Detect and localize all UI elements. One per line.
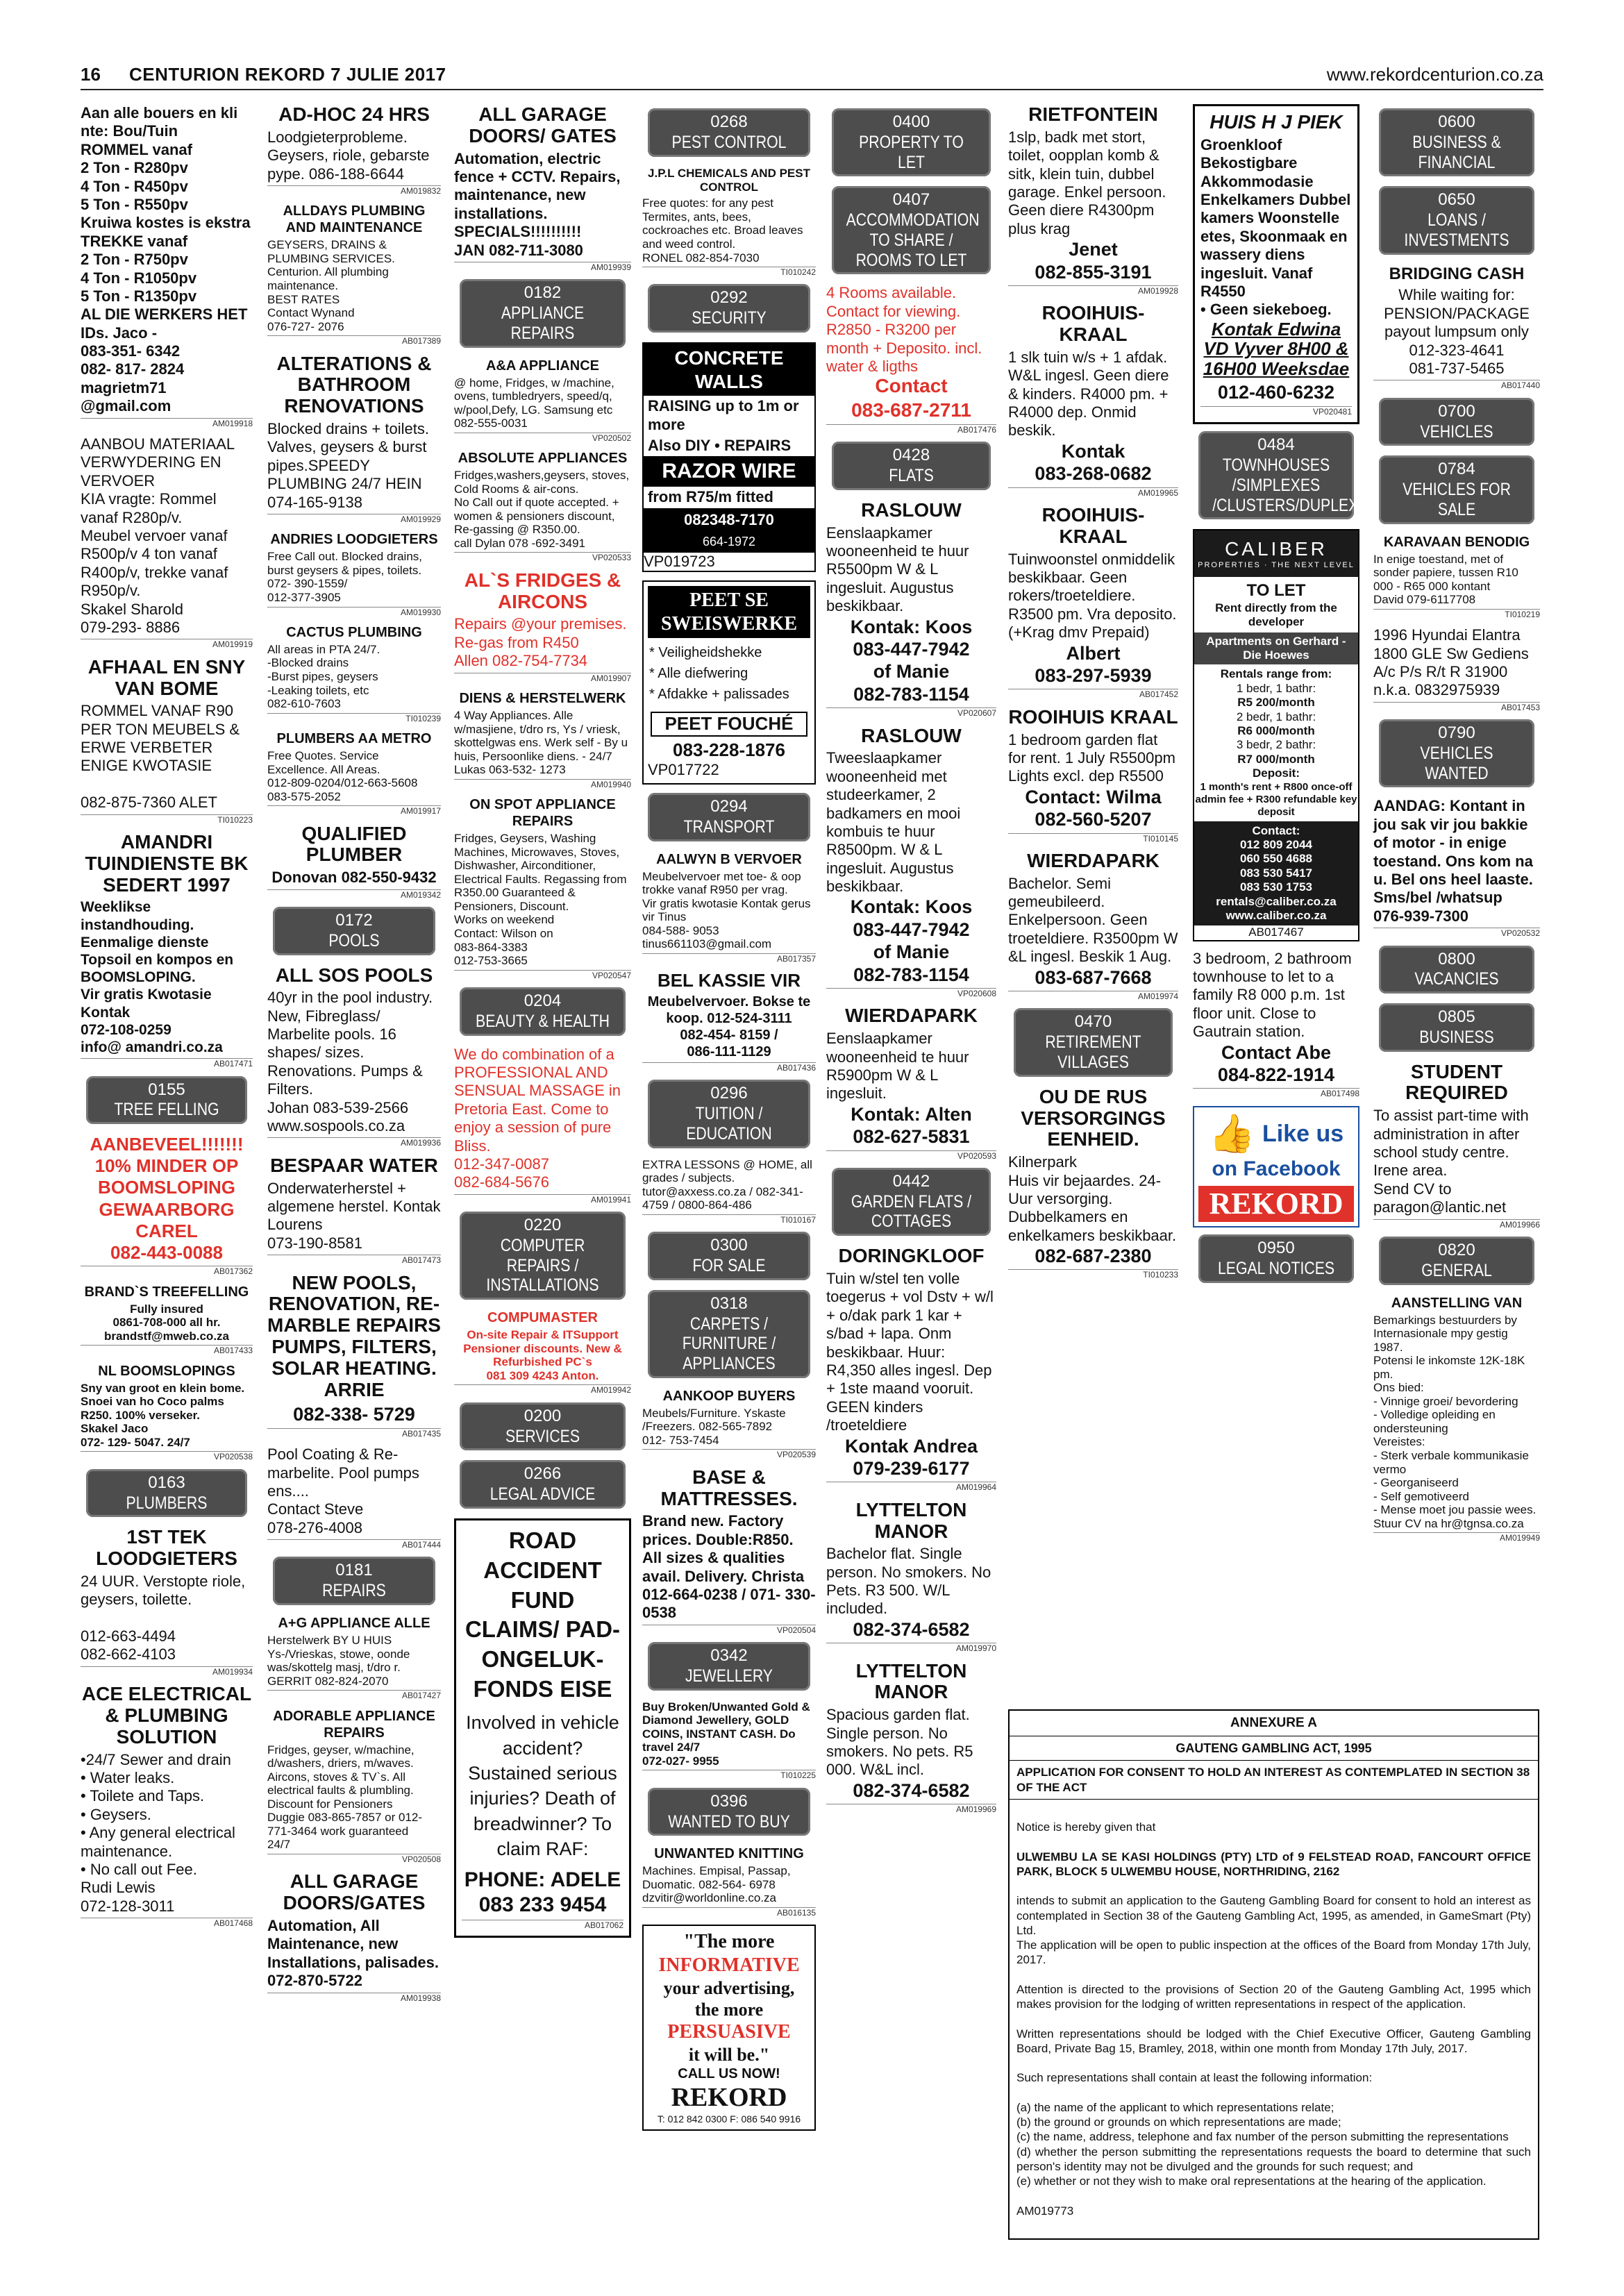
category-header[interactable]: 0300 FOR SALE [648,1232,810,1280]
classified-ad: WIERDAPARK Bachelor. Semi gemeubileerd. Enkelpersoon. Geen troeteldiere. R3500pm W &L ingesl. Beskik 1 Aug. 083-687-7668 AM019974 [1008,849,1178,1002]
notice-act-title: GAUTENG GAMBLING ACT, 1995 [1010,1736,1538,1761]
publication-title: CENTURION REKORD 7 JULIE 2017 [129,64,446,85]
classified-ad: 4 Rooms available. Contact for viewing. R2850 - R3200 per month + Deposito. incl. water & ligths Contact 083-687-2711 AB017476 [826,284,996,435]
caliber-logo: CALIBER PROPERTIES · THE NEXT LEVEL [1194,530,1358,577]
classified-ad: EXTRA LESSONS @ HOME, all grades / subjects. tutor@axxess.co.za / 082-341-4759 / 0800-864-486 TI010167 [642,1157,816,1225]
category-header[interactable]: 0268 PEST CONTROL [648,108,810,157]
concrete-walls-ad: CONCRETE WALLS RAISING up to 1m or more Also DIY • REPAIRS RAZOR WIRE from R75/m fitted 082348-7170 664-1972 VP019723 [642,342,816,572]
category-header[interactable]: 0182 APPLIANCE REPAIRS [460,279,626,347]
category-header[interactable]: 0800 VACANCIES [1379,946,1534,994]
notice-annexure-title: ANNEXURE A [1010,1711,1538,1736]
category-header[interactable]: 0650 LOANS / INVESTMENTS [1379,186,1534,254]
classified-ad: AD-HOC 24 HRS Loodgieterprobleme. Geysers, riole, gebarste pype. 086-188-6644 AM019832 [267,103,441,196]
category-header[interactable]: 0950 LEGAL NOTICES [1198,1234,1354,1283]
classified-ad: ROOIHUIS-KRAAL Tuinwoonstel onmiddelik beskikbaar. Geen rokers/troeteldiere. R3500 pm. Vra deposito. (+Krag dmv Prepaid) Albert 083-297-5939 AB017452 [1008,504,1178,700]
thumbs-up-icon: 👍 [1208,1112,1256,1155]
category-header[interactable]: 0292 SECURITY [648,284,810,333]
classified-ad: AALWYN B VERVOER Meubelvervoer met toe- & oop trokke vanaf R950 per vrag. Vir gratis kwotasie Kontak gerus vir Tinus 084-588- 9053 tinus661103@gmail.com AB017357 [642,851,816,964]
category-header[interactable]: 0700 VEHICLES [1379,398,1534,446]
classified-ad: AANSTELLING VAN Bemarkings bestuurders by Internasionale mpy gestig 1987. Potensi le inkomste 12K-18K pm. Ons bied: - Vinnige groei/ bevordering - Volledige opleiding en ondersteuning Vereistes: - Sterk verbale kommunikasie vermo - Georganiseerd - Self gemotiveerd - Mense moet jou passie wees. Stuur CV na hr@tgnsa.co.za AM019949 [1373,1295,1540,1543]
classified-ad: AANDAG: Kontant in jou sak vir jou bakkie of motor - in enige toestand. Ons kom na u. Bel ons heel laaste. Sms/bel /whatsup 076-939-7300 VP020532 [1373,797,1540,939]
classified-ad: STUDENT REQUIRED To assist part-time with administration in after school study centre. Irene area. Send CV to paragon@lantic.net AM019966 [1373,1060,1540,1230]
category-header[interactable]: 0220 COMPUTER REPAIRS / INSTALLATIONS [460,1212,626,1300]
classified-ad: ADORABLE APPLIANCE REPAIRS Fridges, geyser, w/machine, d/washers, driers, m/waves. Aircons, stoves & TV`s. All electrical faults & plumbling. Discount for Pensioners Duggie 083-865-7857 or 012-771-3464 work guaranteed 24/7 VP020508 [267,1708,441,1864]
category-header[interactable]: 0805 BUSINESS [1379,1003,1534,1052]
classified-ad: LYTTELTON MANOR Spacious garden flat. Single person. No smokers. No pets. R5 000. W&L incl. 082-374-6582 AM019969 [826,1659,996,1815]
rekord-promo-ad: "The more INFORMATIVE your advertising, the more PERSUASIVE it will be." CALL US NOW! REKORD T: 012 842 0300 F: 086 540 9916 [642,1925,816,2131]
column-5 [826,104,996,1822]
column-3 [454,104,631,1945]
classified-ad: UNWANTED KNITTING Machines. Empisal, Passap, Duomatic. 082-564- 6978 dzvitir@worldonline.co.za AB016135 [642,1846,816,1918]
page-number: 16 [81,64,101,85]
classified-ad: AFHAAL EN SNY VAN BOME ROMMEL VANAF R90 PER TON MEUBELS & ERWE VERBETER ENIGE KWOTASIE 082-875-7360 ALET TI010223 [81,655,253,825]
classified-ad: WIERDAPARK Eenslaapkamer wooneenheid te huur R5900pm W & L ingesluit. Kontak: Alten 082-627-5831 VP020593 [826,1005,996,1161]
classified-ad: ROOIHUIS KRAAL 1 bedroom garden flat for rent. 1 July R5500pm Lights excl. dep R5500 Contact: Wilma 082-560-5207 TI010145 [1008,705,1178,844]
classified-ad: We do combination of a PROFESSIONAL AND SENSUAL MASSAGE in Pretoria East. Come to enjoy a session of pure Bliss. 012-347-0087 082-684-5676 AM019941 [454,1045,631,1205]
classified-ad: Buy Broken/Unwanted Gold & Diamond Jewellery, GOLD COINS, INSTANT CASH. Do travel 24/7 072-027- 9955 TI010225 [642,1700,816,1781]
classified-ad: RASLOUW Eenslaapkamer wooneenheid te huur R5500pm W & L ingesluit. Augustus beskikbaar. Kontak: Koos 083-447-7942 of Manie 082-783-1154 VP020607 [826,498,996,719]
category-header[interactable]: 0163 PLUMBERS [86,1469,247,1518]
caliber-properties-ad: CALIBER PROPERTIES · THE NEXT LEVEL TO LET Rent directly from the developer Apartments on Gerhard - Die Hoewes Rentals range from: 1 bedr, 1 bathr: R5 200/month 2 bedr, 1 bathr: R6 000/month 3 bedr, 2 bathr: R7 000/month Deposit: 1 month's rent + R800 once-off admin fee + R300 refundable key deposit Contact: 012 809 2044 060 550 4688 083 530 5417 083 530 1753 rentals@caliber.co.za www.caliber.co.za AB017467 [1193,529,1359,941]
website-url[interactable]: www.rekordcenturion.co.za [1326,64,1543,85]
classified-ad: ALL GARAGE DOORS/GATES Automation, All Maintenance, new Installations, palisades. 072-870-5722 AM019938 [267,1870,441,2003]
classified-ad: 3 bedroom, 2 bathroom townhouse to let to a family R8 000 p.m. 1st floor unit. Close to Gautrain station. Contact Abe 084-822-1914 AB017498 [1193,949,1359,1099]
classified-ad: ON SPOT APPLIANCE REPAIRS Fridges, Geysers, Washing Machines, Microwaves, Stoves, Dishwasher, Airconditioner, Electrical Faults. Regassing from R350.00 Guaranteed & Pensioners, Discount. Works on weekend Contact: Wilson on 083-864-3383 012-753-3665 VP020547 [454,797,631,980]
classified-ad: HUIS H J PIEK Groenkloof Bekostigbare Akkommodasie Enkelkamers Dubbel kamers Woonstelle etes, Skoonmaak en wassery diens ingesluit. Vanaf R4550 • Geen siekeboeg. Kontak Edwina VD Vyver 8H00 & 16H00 Weeksdae 012-460-6232 VP020481 [1193,104,1359,424]
category-header[interactable]: 0342 JEWELLERY [648,1642,810,1691]
classified-ad: AL`S FRIDGES & AIRCONS Repairs @your premises. Re-gas from R450 Allen 082-754-7734 AM019907 [454,569,631,683]
classified-ad: ACE ELECTRICAL & PLUMBING SOLUTION •24/7 Sewer and drain • Water leaks. • Toilete and Taps. • Geysers. • Any general electrical maintenance. • No call out Fee. Rudi Lewis 072-128-3011 AB017468 [81,1683,253,1929]
gambling-act-notice [1008,1709,1539,2240]
category-header[interactable]: 0790 VEHICLES WANTED [1379,719,1534,787]
category-header[interactable]: 0784 VEHICLES FOR SALE [1379,455,1534,523]
category-header[interactable]: 0600 BUSINESS & FINANCIAL [1379,108,1534,176]
classified-ad: AANBOU MATERIAAL VERWYDERING EN VERVOER KIA vragte: Rommel vanaf R280p/v. Meubel vervoer vanaf R500p/v 4 ton vanaf R400p/v, trekke vanaf R950p/v. Skakel Sharold 079-293- 8886 AM019919 [81,435,253,650]
classified-ad: ABSOLUTE APPLIANCES Fridges,washers,geysers, stoves, Cold Rooms & air-cons. No Call out if quote accepted. + women & pensioners discount, Re-gassing @ R350.00. call Dylan 078 -692-3491 VP020533 [454,451,631,563]
classified-ad: NL BOOMSLOPINGS Sny van groot en klein bome. Snoei van ho Coco palms R250. 100% verseker. Skakel Jaco 072- 129- 5047. 24/7 VP020538 [81,1363,253,1462]
category-header[interactable]: 0266 LEGAL ADVICE [460,1460,626,1509]
classified-ad: ALTERATIONS & BATHROOM RENOVATIONS Blocked drains + toilets. Valves, geysers & burst pipes.SPEEDY PLUMBING 24/7 HEIN 074-165-9138 AM019929 [267,352,441,524]
notice-heading: APPLICATION FOR CONSENT TO HOLD AN INTEREST AS CONTEMPLATED IN SECTION 38 OF THE ACT [1010,1761,1538,1800]
classified-ad: LYTTELTON MANOR Bachelor flat. Single person. No smokers. No Pets. R3 500. W/L included. 082-374-6582 AM019970 [826,1498,996,1654]
category-header[interactable]: 0172 POOLS [273,907,435,955]
peet-services-list [648,638,810,709]
category-header[interactable]: 0200 SERVICES [460,1402,626,1451]
category-header[interactable]: 0407 ACCOMMODATION TO SHARE / ROOMS TO LET [832,186,991,274]
category-header[interactable]: 0155 TREE FELLING [86,1076,247,1125]
classified-ad: A&A APPLIANCE @ home, Fridges, w /machine, ovens, tumbledryers, speed/q, w/pool,Defy, LG. Samsung etc 082-555-0031 VP020502 [454,358,631,443]
classified-ad: Aan alle bouers en kli nte: Bou/Tuin ROMMEL vanaf 2 Ton - R280pv 4 Ton - R450pv 5 Ton - R550pv Kruiwa kostes is ekstra TREKKE vanaf 2 Ton - R750pv 4 Ton - R1050pv 5 Ton - R1350pv AL DIE WERKERS HET IDs. Jaco - 083-351- 6342 082- 817- 2824 magrietm71 @gmail.com AM019918 [81,104,253,428]
column-7 [1193,104,1378,1293]
classified-ad: DORINGKLOOF Tuin w/stel ten volle toegerus + vol Dstv + w/l + o/dak park 1 kar + s/bad + lapa. Onm beskikbaar. Huur: R4,350 alles ingesl. Dep + 1ste maand vooruit. GEEN kinders /troeteldiere Kontak Andrea 079-239-6177 AM019964 [826,1245,996,1493]
notice-body: Notice is hereby given that ULWEMBU LA SE KASI HOLDINGS (PTY) LTD of 9 FELSTEAD ROAD, FANCOURT OFFICE PARK, BLOCK 5 ULWEMBU HOUSE, NORTHRIDING, 2162 intends to submit an application to the Gauteng Gambling Board for consent to hold an interest as contemplated in Section 38 of the Gauteng Gambling Act, 1995, as amended, in GameSmart (Pty) Ltd. The application will be open to public inspection at the offices of the Board from Monday 17th July, 2017. Attention is directed to the provisions of Section 20 of the Gauteng Gambling Act, 1995 which makes provision for the lodging of written representations in respect of the application. Written representations should be lodged with the Chief Executive Officer, Gauteng Gambling Board, Private Bag 15, Bramley, 2018, within one month from Monday 17th July, 2017. Such representations shall contain at least the following information: (a) the name of the applicant to which representations relate; (b) the ground or grounds on which representations are made; (c) the name, address, telephone and fax number of the person submitting the representations (d) whether the person submitting the representations requests the board to determine that such person's identity may not be divulged and the grounds for such request; and (e) whether or not they wish to make oral representations at the hearing of the application. AM019773 [1016,1820,1531,2218]
category-header[interactable]: 0428 FLATS [832,442,991,490]
classified-ad: J.P.L CHEMICALS AND PEST CONTROL Free quotes: for any pest Termites, ants, bees, cockroaches etc. Broad leaves and weed control. RONEL 082-854-7030 TI010242 [642,166,816,278]
classified-ad: ROOIHUIS-KRAAL 1 slk tuin w/s + 1 afdak. W&L ingesl. Geen diere & kinders. R4000 pm. + R4000 dep. Onmid beskik. Kontak 083-268-0682 AM019965 [1008,302,1178,498]
column-4 [642,104,816,2139]
classified-ad: NEW POOLS, RENOVATION, RE-MARBLE REPAIRS PUMPS, FILTERS, SOLAR HEATING. ARRIE 082-338- 5729 AB017435 [267,1271,441,1439]
header-rule [81,89,1543,90]
classified-ad: ALLDAYS PLUMBING AND MAINTENANCE GEYSERS, DRAINS & PLUMBING SERVICES. Centurion. All plumbing maintenance. BEST RATES Contact Wynand 076-727- 2076 AB017389 [267,203,441,346]
column-2 [267,104,441,2010]
category-header[interactable]: 0484 TOWNHOUSES /SIMPLEXES /CLUSTERS/DUPLEXES [1198,431,1354,519]
classified-ad: AANBEVEEL!!!!!!! 10% MINDER OP BOOMSLOPING GEWAARBORG CAREL 082-443-0088 AB017362 [81,1134,253,1277]
raf-claims-ad: ROAD ACCIDENT FUND CLAIMS/ PAD-ONGELUK-FONDS EISE Involved in vehicle accident? Sustained serious injuries? Death of breadwinner? To claim RAF: PHONE: ADELE 083 233 9454 AB017062 [454,1518,631,1938]
classified-ad: AANKOOP BUYERS Meubels/Furniture. Yskaste /Freezers. 082-565-7892 012- 753-7454 VP020539 [642,1388,816,1460]
classified-ad: DIENS & HERSTELWERK 4 Way Appliances. Alle w/masjiene, t/dro rs, Ys / vriesk, skottelgwas ens. Werk self - By u huis, Persoonlike diens. - 24/7 Lukas 063-532- 1273 AM019940 [454,691,631,789]
category-header[interactable]: 0396 WANTED TO BUY [648,1788,810,1836]
classified-ad: ANDRIES LOODGIETERS Free Call out. Blocked drains, burst geysers & pipes, toilets. 072- 390-1559/ 012-377-3905 AM019930 [267,532,441,617]
category-header[interactable]: 0294 TRANSPORT [648,793,810,841]
list-item: * Alle diefwering [649,666,748,682]
classified-ad: ALL GARAGE DOORS/ GATES Automation, electric fence + CCTV. Repairs, maintenance, new installations. SPECIALS!!!!!!!!!! JAN 082-711-3080 AM019939 [454,103,631,272]
category-header[interactable]: 0820 GENERAL [1379,1237,1534,1285]
category-header[interactable]: 0400 PROPERTY TO LET [832,108,991,176]
classified-ad: BESPAAR WATER Onderwaterherstel + algemene herstel. Kontak Lourens 073-190-8581 AB017473 [267,1154,441,1266]
classified-ad: KARAVAAN BENODIG In enige toestand, met of sonder papiere, tussen R10 000 - R65 000 kontant David 079-6117708 TI010219 [1373,534,1540,619]
page-header [81,64,1543,92]
classified-ad: RASLOUW Tweeslaapkamer wooneenheid met studeerkamer, 2 badkamers en mooi kombuis te huur R8500pm. W & L ingesluit. Augustus beskikbaar. Kontak: Koos 083-447-7942 of Manie 082-783-1154 VP020608 [826,724,996,999]
category-header[interactable]: 0181 REPAIRS [273,1557,435,1605]
classified-ad: BRAND`S TREEFELLING Fully insured 0861-708-000 all hr. brandstf@mweb.co.za AB017433 [81,1284,253,1356]
classified-ad: AMANDRI TUINDIENSTE BK SEDERT 1997 Weeklikse instandhouding. Eenmalige dienste Topsoil en kompos en BOOMSLOPING. Vir gratis Kwotasie Kontak 072-108-0259 info@ amandri.co.za AB017471 [81,831,253,1069]
classified-ad: RIETFONTEIN 1slp, badk met stort, toilet, oopplan komb & sitk, klein tuin, dubbel garage. Enkel persoon. Geen diere R4300pm plus krag Jenet 082-855-3191 AM019928 [1008,103,1178,296]
list-item: * Afdakke + palissades [649,687,789,703]
classified-ad: PLUMBERS AA METRO Free Quotes. Service Excellence. All Areas. 012-809-0204/012-663-5608 083-575-2052 AM019917 [267,731,441,816]
classified-ad: QUALIFIED PLUMBER Donovan 082-550-9432 AM019342 [267,823,441,900]
category-header[interactable]: 0470 RETIREMENT VILLAGES [1014,1008,1173,1076]
classified-ad: A+G APPLIANCE ALLE Herstelwerk BY U HUIS Ys-/Vrieskas, stowe, oonde was/skottelg masj, t/dro r. GERRIT 082-824-2070 AB017427 [267,1616,441,1701]
category-header[interactable]: 0296 TUITION / EDUCATION [648,1080,810,1148]
classified-ad: ALL SOS POOLS 40yr in the pool industry. New, Fibreglass/ Marbelite pools. 16 shapes/ sizes. Renovations. Pumps & Filters. Johan 083-539-2566 www.sospools.co.za AM019936 [267,964,441,1148]
facebook-like-ad[interactable]: 👍 Like us on Facebook REKORD [1193,1106,1359,1228]
list-item: * Veiligheidshekke [649,645,762,661]
category-header[interactable]: 0442 GARDEN FLATS / COTTAGES [832,1168,991,1236]
peet-sweiswerke-ad: PEET SE SWEISWERKE * Veiligheidshekke * Alle diefwering * Afdakke + palissades PEET FOUCHÉ 083-228-1876 VP017722 [642,580,816,785]
column-1 [81,104,253,1936]
classified-ad: 1996 Hyundai Elantra 1800 GLE Sw Gediens A/c P/s R/t R 31900 n.k.a. 0832975939 AB017453 [1373,626,1540,712]
column-8 [1373,104,1540,1550]
classified-ad: BASE & MATTRESSES. Brand new. Factory prices. Double:R850. All sizes & qualities avail. Delivery. Christa 012-664-0238 / 071- 330-0538 VP020504 [642,1466,816,1635]
classified-ad: Pool Coating & Re-marbelite. Pool pumps ens.... Contact Steve 078-276-4008 AB017444 [267,1446,441,1550]
classified-ad: CACTUS PLUMBING All areas in PTA 24/7. -Blocked drains -Burst pipes, geysers -Leaking toilets, etc 082-610-7603 TI010239 [267,624,441,723]
rekord-logo: REKORD [1198,1186,1354,1223]
column-6 [1008,104,1178,1287]
category-header[interactable]: 0318 CARPETS / FURNITURE / APPLIANCES [648,1290,810,1378]
classified-ad: 1ST TEK LOODGIETERS 24 UUR. Verstopte riole, geysers, toilette. 012-663-4494 082-662-4103 AM019934 [81,1526,253,1677]
classified-ad: BRIDGING CASH While waiting for: PENSION/PACKAGE payout lumpsum only 012-323-4641 081-737-5465 AB017440 [1373,265,1540,391]
classified-ad: BEL KASSIE VIR Meubelvervoer. Bokse te koop. 012-524-3111 082-454- 8159 / 086-111-1129 AB017436 [642,971,816,1073]
classified-ad: COMPUMASTER On-site Repair & ITSupport Pensioner discounts. New & Refurbished PC`s 081 309 4243 Anton. AM019942 [454,1309,631,1396]
classified-ad: OU DE RUS VERSORGINGS EENHEID. Kilnerpark Huis vir bejaardes. 24-Uur versorging. Dubbelkamers en enkelkamers beskikbaar. 082-687-2380 TI010233 [1008,1085,1178,1280]
category-header[interactable]: 0204 BEAUTY & HEALTH [460,987,626,1036]
